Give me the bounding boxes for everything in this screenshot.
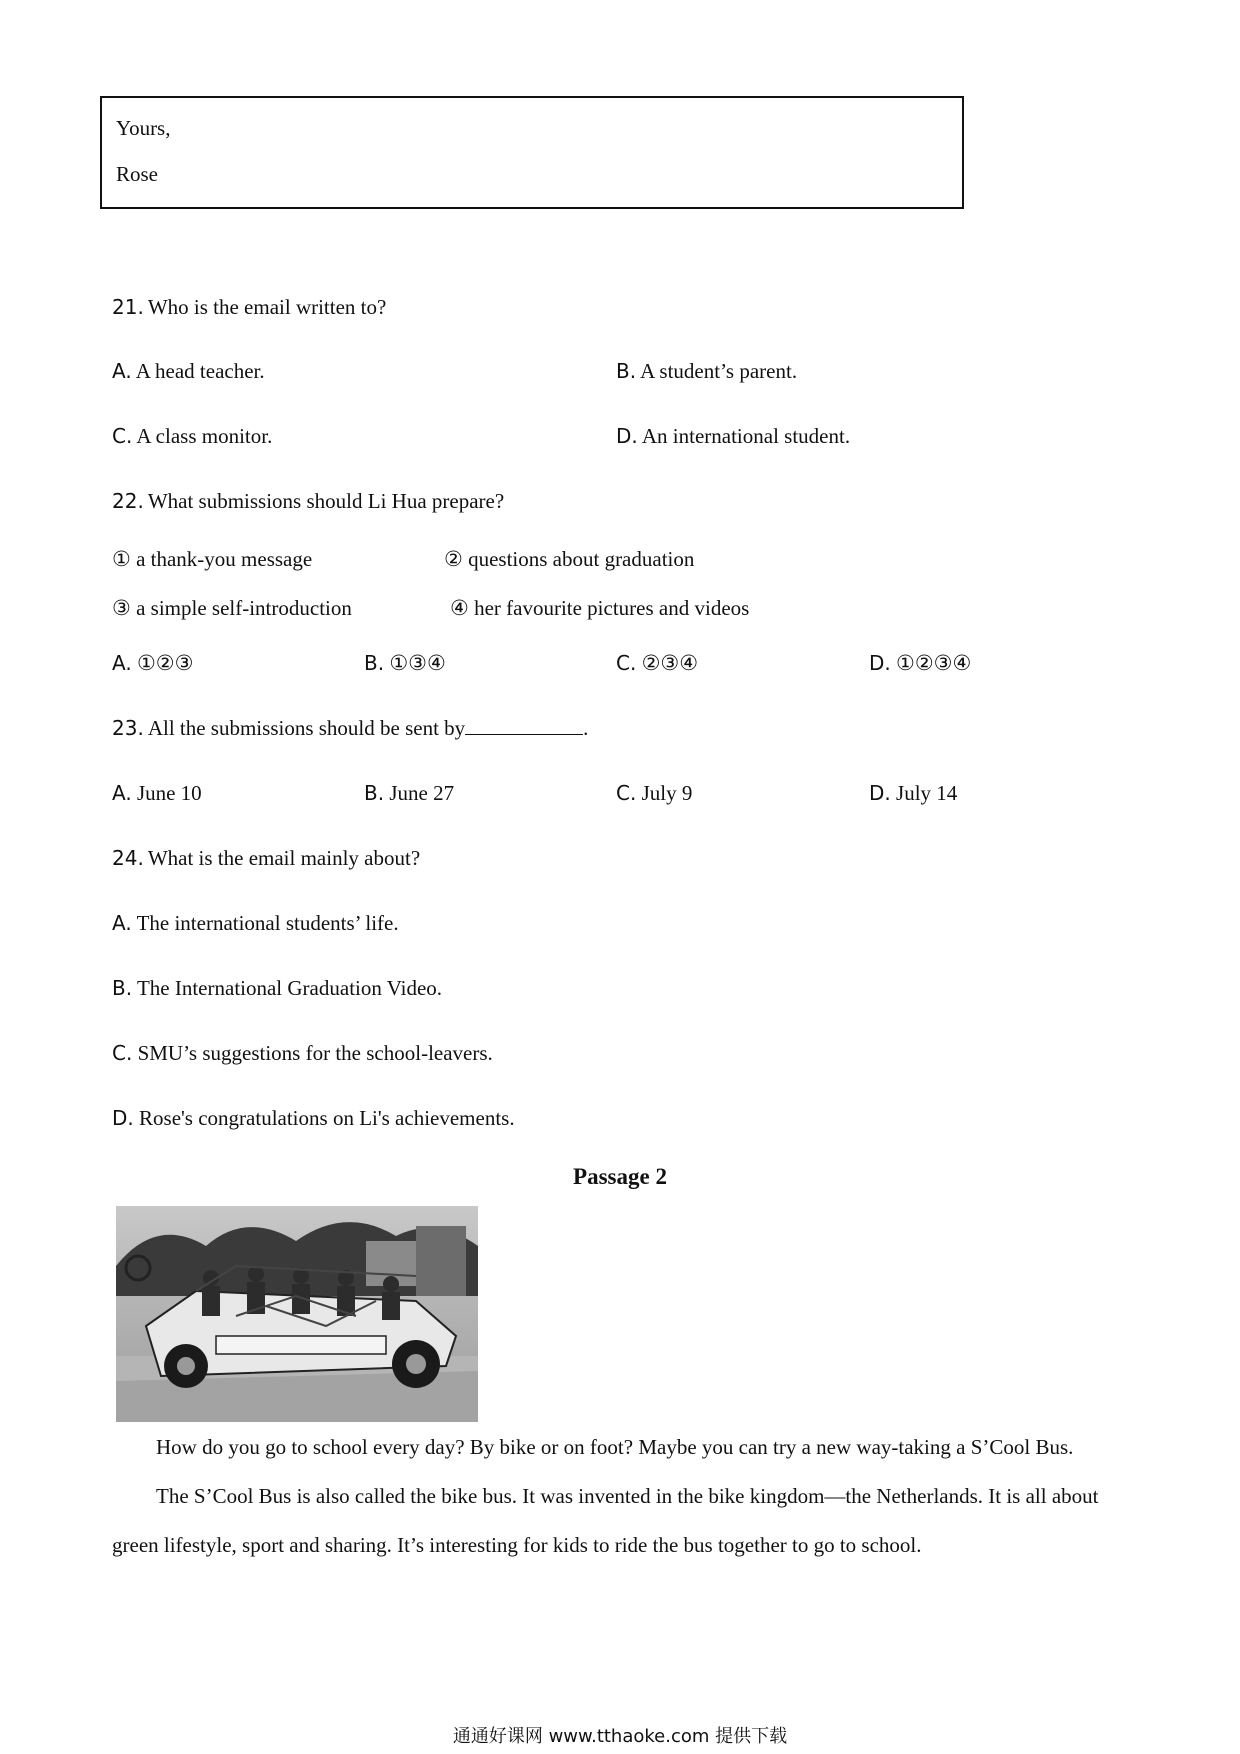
- option-text: July 9: [641, 781, 693, 805]
- question-23: [112, 716, 588, 741]
- passage-paragraph-2: The S’Cool Bus is also called the bike bus. It was invented in the bike kingdom—the Netherlands. It is all about green lifestyle, sport and sharing. It’s interesting for kids to ride the bus together to go to school.: [112, 1484, 1099, 1557]
- option-22-c[interactable]: [616, 651, 698, 676]
- option-23-b[interactable]: [364, 781, 454, 806]
- option-23-d[interactable]: [869, 781, 957, 806]
- option-letter: B.: [364, 651, 385, 675]
- option-24-b[interactable]: [112, 976, 442, 1001]
- question-text: All the submissions should be sent by: [147, 716, 466, 740]
- question-21: [112, 295, 386, 320]
- option-text: An international student.: [641, 424, 851, 448]
- option-letter: B.: [616, 359, 637, 383]
- option-letter: D.: [869, 781, 891, 805]
- letter-closing-box: [100, 96, 964, 209]
- question-number: 22.: [112, 489, 144, 513]
- option-text: Rose's congratulations on Li's achievements.: [139, 1106, 515, 1130]
- option-22-a[interactable]: [112, 651, 193, 676]
- submission-item-2: ② questions about graduation: [444, 547, 695, 571]
- option-21-c[interactable]: [112, 424, 272, 449]
- option-21-b[interactable]: [616, 359, 797, 384]
- letter-closing: Yours,: [116, 116, 171, 140]
- option-letter: C.: [112, 1041, 133, 1065]
- option-letter: C.: [616, 781, 637, 805]
- question-text: Who is the email written to?: [147, 295, 387, 319]
- option-letter: A.: [112, 781, 132, 805]
- option-text: ②③④: [641, 651, 699, 675]
- passage-paragraph-1: How do you go to school every day? By bike or on foot? Maybe you can try a new way-taking a S’Cool Bus.: [156, 1435, 1074, 1459]
- question-22: [112, 489, 504, 514]
- option-letter: C.: [112, 424, 133, 448]
- passage-title: Passage 2: [573, 1164, 667, 1189]
- option-text: SMU’s suggestions for the school-leavers.: [137, 1041, 493, 1065]
- question-text: What submissions should Li Hua prepare?: [147, 489, 505, 513]
- option-text: The International Graduation Video.: [136, 976, 443, 1000]
- option-text: ①②③: [136, 651, 194, 675]
- answer-blank: [465, 716, 583, 735]
- option-text: A student’s parent.: [640, 359, 798, 383]
- option-24-a[interactable]: [112, 911, 399, 936]
- option-letter: D.: [869, 651, 891, 675]
- question-number: 21.: [112, 295, 144, 319]
- option-text: ①②③④: [896, 651, 972, 675]
- submission-item-4: ④ her favourite pictures and videos: [450, 596, 750, 620]
- option-22-d[interactable]: [869, 651, 971, 676]
- option-text: A head teacher.: [135, 359, 265, 383]
- option-text: June 10: [136, 781, 202, 805]
- question-text: What is the email mainly about?: [147, 846, 421, 870]
- option-text: ①③④: [389, 651, 446, 675]
- option-24-d[interactable]: [112, 1106, 515, 1131]
- option-23-a[interactable]: [112, 781, 202, 806]
- option-letter: D.: [112, 1106, 134, 1130]
- option-text: June 27: [389, 781, 455, 805]
- footer-source: 通通好课网 www.tthaoke.com 提供下载: [452, 1726, 788, 1747]
- option-letter: A.: [112, 359, 132, 383]
- option-letter: B.: [112, 976, 133, 1000]
- option-letter: A.: [112, 911, 132, 935]
- option-21-d[interactable]: [616, 424, 850, 449]
- option-21-a[interactable]: [112, 359, 265, 384]
- bike-bus-photo: [116, 1206, 478, 1422]
- option-letter: C.: [616, 651, 637, 675]
- option-letter: A.: [112, 651, 132, 675]
- option-letter: D.: [616, 424, 638, 448]
- option-letter: B.: [364, 781, 385, 805]
- question-number: 23.: [112, 716, 144, 740]
- option-23-c[interactable]: [616, 781, 692, 806]
- option-24-c[interactable]: [112, 1041, 493, 1066]
- letter-signature: Rose: [116, 162, 158, 186]
- question-text-end: .: [583, 716, 589, 740]
- question-24: [112, 846, 420, 871]
- option-text: July 14: [896, 781, 958, 805]
- submission-item-3: ③ a simple self-introduction: [112, 596, 352, 620]
- option-text: A class monitor.: [136, 424, 273, 448]
- submission-item-1: ① a thank-you message: [112, 547, 313, 571]
- option-22-b[interactable]: [364, 651, 446, 676]
- option-text: The international students’ life.: [136, 911, 399, 935]
- question-number: 24.: [112, 846, 144, 870]
